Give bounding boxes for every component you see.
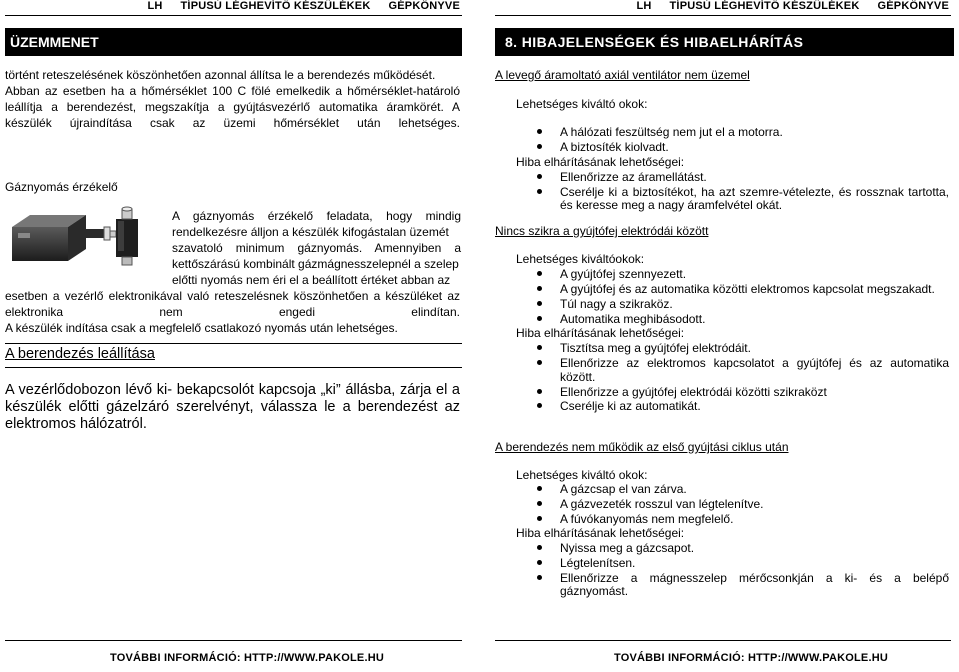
fault-title: Nincs szikra a gyújtófej elektródái között [495,224,709,238]
body-text-line: kettőszárású kombinált gázmágnesszelepnél a szelep [172,257,459,271]
header-suffix: GÉPKÖNYVE [388,0,460,12]
fix-item: Ellenőrizze az elektromos kapcsolatot a gyújtófej és az automatika [560,356,949,370]
body-text-line: elektronika nem engedi elindítan. [5,305,460,319]
bullet-icon [537,316,542,321]
header-model: LH [636,0,652,12]
fix-item: Nyissa meg a gázcsapot. [560,541,695,555]
bullet-icon [537,345,542,350]
fix-item: Ellenőrizze a gyújtófej elektródái közötti szikraközt [560,385,827,399]
fix-item-continued: gáznyomást. [560,584,629,598]
body-text-line: A készülék indítása csak a megfelelő csatlakozó nyomás után lehetséges. [5,321,398,335]
header-rule [495,15,951,16]
bullet-icon [537,389,542,394]
right-page [490,0,959,672]
bullet-icon [537,486,542,491]
fix-label: Hiba elhárításának lehetőségei: [516,326,685,340]
fix-label: Hiba elhárításának lehetőségei: [516,155,685,169]
cause-item: A gyújtófej szennyezett. [560,267,687,281]
body-text-line: leállítja a berendezést, megszakítja a gyújtásvezérlő automatika áramkörét. A [5,100,460,114]
fix-item: Tisztítsa meg a gyújtófej elektródáit. [560,341,751,355]
fix-item-continued: és keresse meg a nagy áramfelvétel okát. [560,198,783,212]
section-rule [5,367,462,368]
bullet-icon [537,189,542,194]
gas-sensor-heading: Gáznyomás érzékelő [5,180,118,194]
body-text-line: elektromos hálózatról. [5,416,147,432]
section-band: ÜZEMMENET [5,28,462,56]
cause-label: Lehetséges kiváltó okok: [516,97,648,111]
body-text-line: történt reteszelésének köszönhetően azonnal állítsa le a berendezés működését. [5,68,436,82]
body-text-line: készülék előtti gázelzáró szerelvényt, válassza le a berendezést az [5,399,460,415]
body-text-line: A gáznyomás érzékelő feladata, hogy mindig [172,209,461,223]
bullet-icon [537,545,542,550]
body-text-line: szavatoló minimum gáznyomás. Amennyiben a [172,241,461,255]
fault-title: A levegő áramoltató axiál ventilátor nem üzemel [495,68,750,82]
bullet-icon [537,271,542,276]
header-title: TÍPUSÚ LÉGHEVÍTŐ KÉSZÜLÉKEK [180,0,371,12]
header-model: LH [147,0,163,12]
footer-rule [5,640,462,641]
section-rule [5,343,462,344]
bullet-icon [537,516,542,521]
header-title: TÍPUSÚ LÉGHEVÍTŐ KÉSZÜLÉKEK [669,0,860,12]
fix-item: Légtelenítsen. [560,556,636,570]
body-text-line: A vezérlődobozon lévő ki- bekapcsolót kapcsoja „ki” állásba, zárja el a [5,382,460,398]
bullet-icon [537,144,542,149]
body-text-line: esetben a vezérlő elektronikával való reteszelésnek köszönhetően a készüléket az [5,289,460,303]
left-page [0,0,470,672]
bullet-icon [537,501,542,506]
bullet-icon [537,286,542,291]
footer-link-text: TOVÁBBI INFORMÁCIÓ: HTTP://WWW.PAKOLE.HU [614,652,889,664]
body-text-line: Abban az esetben ha a hőmérséklet 100 C fölé emelkedik a hőmérséklet-határoló [5,84,460,98]
fix-item: Cserélje ki a biztosítékot, ha azt szemre-vételezte, és rossznak tartotta, [560,185,949,199]
cause-item: A hálózati feszültség nem jut el a motorra. [560,125,783,139]
bullet-icon [537,360,542,365]
section-band: 8. HIBAJELENSÉGEK ÉS HIBAELHÁRÍTÁS [495,28,954,56]
fix-item: Cserélje ki az automatikát. [560,399,701,413]
header-rule [5,15,462,16]
body-text-line: rendelkezésre álljon a készülék kifogástalan üzemét [172,225,449,239]
shutdown-heading: A berendezés leállítása [5,346,155,362]
bullet-icon [537,403,542,408]
fix-item: Ellenőrizze a mágnesszelep mérőcsonkján a ki- és a belépő [560,571,949,585]
bullet-icon [537,560,542,565]
page-header [147,0,460,12]
fix-item: Ellenőrizze az áramellátást. [560,170,707,184]
bullet-icon [537,174,542,179]
cause-item: Automatika meghibásodott. [560,312,706,326]
footer-rule [495,640,951,641]
bullet-icon [537,301,542,306]
fix-item-continued: között. [560,370,596,384]
body-text-line: készülék újraindítása csak az üzemi hőmérséklet után lehetséges. [5,116,460,130]
body-text-line: előtti nyomás nem éri el a beállított értéket abban az [172,273,451,287]
header-suffix: GÉPKÖNYVE [877,0,949,12]
cause-label: Lehetséges kiváltó okok: [516,468,648,482]
cause-label: Lehetséges kiváltóokok: [516,252,645,266]
bullet-icon [537,575,542,580]
footer-link-text: TOVÁBBI INFORMÁCIÓ: HTTP://WWW.PAKOLE.HU [110,652,385,664]
page-header [636,0,949,12]
fix-label: Hiba elhárításának lehetőségei: [516,526,685,540]
cause-item: A gyújtófej és az automatika közötti elektromos kapcsolat megszakadt. [560,282,935,296]
bullet-icon [537,129,542,134]
fault-title: A berendezés nem működik az első gyújtási ciklus után [495,440,789,454]
gas-pressure-sensor-image [8,205,163,270]
cause-item: A biztosíték kiolvadt. [560,140,669,154]
cause-item: Túl nagy a szikraköz. [560,297,673,311]
cause-item: A gázvezeték rosszul van légtelenítve. [560,497,764,511]
cause-item: A fúvókanyomás nem megfelelő. [560,512,734,526]
cause-item: A gázcsap el van zárva. [560,482,687,496]
